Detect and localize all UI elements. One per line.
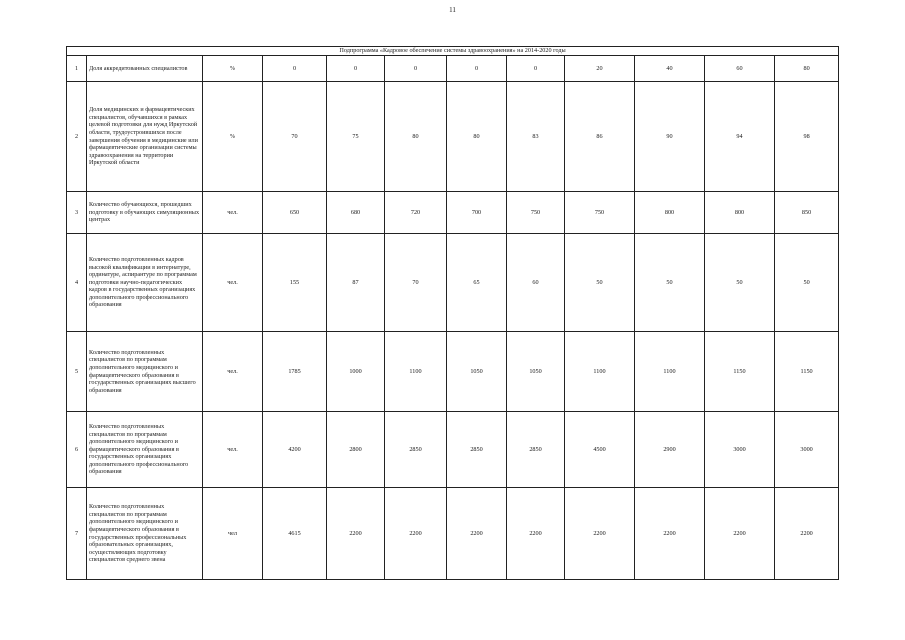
value-cell: 90 — [635, 82, 705, 192]
value-cell: 2850 — [507, 412, 565, 488]
unit-cell: чел. — [203, 412, 263, 488]
value-cell: 65 — [447, 234, 507, 332]
value-cell: 2200 — [327, 488, 385, 580]
value-cell: 87 — [327, 234, 385, 332]
indicator-name: Количество подготовленных специалистов по программам дополнительного медицинского и фармацевтического образования в государственных организациях дополнительного профессионального образования — [87, 412, 203, 488]
value-cell: 1050 — [507, 332, 565, 412]
row-number: 6 — [67, 412, 87, 488]
indicator-name: Количество обучающихся, прошедших подготовку в обучающих симуляционных центрах — [87, 192, 203, 234]
value-cell: 850 — [775, 192, 839, 234]
value-cell: 0 — [327, 56, 385, 82]
unit-cell: % — [203, 56, 263, 82]
value-cell: 70 — [263, 82, 327, 192]
table-row — [67, 56, 839, 82]
unit-cell: % — [203, 82, 263, 192]
value-cell: 2200 — [507, 488, 565, 580]
value-cell: 2200 — [565, 488, 635, 580]
value-cell: 40 — [635, 56, 705, 82]
value-cell: 750 — [507, 192, 565, 234]
value-cell: 60 — [705, 56, 775, 82]
value-cell: 155 — [263, 234, 327, 332]
table-row — [67, 234, 839, 332]
table-row — [67, 192, 839, 234]
subprogram-caption: Подпрограмма «Кадровое обеспечение системы здравоохранения» на 2014-2020 годы — [67, 47, 839, 56]
row-number: 5 — [67, 332, 87, 412]
value-cell: 1100 — [635, 332, 705, 412]
value-cell: 1100 — [565, 332, 635, 412]
value-cell: 94 — [705, 82, 775, 192]
value-cell: 0 — [263, 56, 327, 82]
row-number: 3 — [67, 192, 87, 234]
value-cell: 800 — [635, 192, 705, 234]
row-number: 7 — [67, 488, 87, 580]
unit-cell: чел. — [203, 192, 263, 234]
value-cell: 0 — [507, 56, 565, 82]
value-cell: 0 — [447, 56, 507, 82]
unit-cell: чел — [203, 488, 263, 580]
value-cell: 2850 — [447, 412, 507, 488]
row-number: 2 — [67, 82, 87, 192]
value-cell: 3000 — [775, 412, 839, 488]
unit-cell: чел. — [203, 332, 263, 412]
indicator-name: Количество подготовленных специалистов по программам дополнительного медицинского и фармацевтического образования в государственных профессиональных образовательных организациях, осуществляющих подготовку специалистов среднего звена — [87, 488, 203, 580]
indicator-name: Доля медицинских и фармацевтических специалистов, обучавшихся в рамках целевой подготовки для нужд Иркутской области, трудоустроившихся после завершения обучения в медицинские или фармацевтические организации системы здравоохранения на территории Иркутской области — [87, 82, 203, 192]
indicator-name: Количество подготовленных кадров высокой квалификации в интернатуре, ординатуре, аспирантуре по программам подготовки научно-педагогических кадров в государственных организациях дополнительного профессионального образования — [87, 234, 203, 332]
table-row — [67, 82, 839, 192]
value-cell: 2800 — [327, 412, 385, 488]
page-number: 11 — [449, 6, 456, 14]
row-number: 4 — [67, 234, 87, 332]
value-cell: 1100 — [385, 332, 447, 412]
value-cell: 650 — [263, 192, 327, 234]
value-cell: 3000 — [705, 412, 775, 488]
value-cell: 2200 — [775, 488, 839, 580]
value-cell: 1150 — [775, 332, 839, 412]
value-cell: 50 — [635, 234, 705, 332]
value-cell: 720 — [385, 192, 447, 234]
value-cell: 50 — [565, 234, 635, 332]
value-cell: 1050 — [447, 332, 507, 412]
indicator-name: Доля аккредитованных специалистов — [87, 56, 203, 82]
value-cell: 50 — [775, 234, 839, 332]
value-cell: 2200 — [447, 488, 507, 580]
value-cell: 700 — [447, 192, 507, 234]
value-cell: 86 — [565, 82, 635, 192]
value-cell: 1000 — [327, 332, 385, 412]
table-row — [67, 488, 839, 580]
value-cell: 2200 — [385, 488, 447, 580]
indicators-table — [66, 46, 839, 580]
value-cell: 75 — [327, 82, 385, 192]
value-cell: 2200 — [635, 488, 705, 580]
value-cell: 1785 — [263, 332, 327, 412]
value-cell: 2200 — [705, 488, 775, 580]
table-row — [67, 412, 839, 488]
value-cell: 2900 — [635, 412, 705, 488]
value-cell: 750 — [565, 192, 635, 234]
value-cell: 80 — [447, 82, 507, 192]
value-cell: 80 — [385, 82, 447, 192]
value-cell: 98 — [775, 82, 839, 192]
value-cell: 60 — [507, 234, 565, 332]
indicator-name: Количество подготовленных специалистов по программам дополнительного медицинского и фармацевтического образования в государственных организациях высшего образования — [87, 332, 203, 412]
table-row — [67, 332, 839, 412]
value-cell: 680 — [327, 192, 385, 234]
value-cell: 83 — [507, 82, 565, 192]
value-cell: 4500 — [565, 412, 635, 488]
value-cell: 20 — [565, 56, 635, 82]
value-cell: 0 — [385, 56, 447, 82]
value-cell: 70 — [385, 234, 447, 332]
unit-cell: чел. — [203, 234, 263, 332]
row-number: 1 — [67, 56, 87, 82]
value-cell: 800 — [705, 192, 775, 234]
value-cell: 4200 — [263, 412, 327, 488]
subprogram-caption-row — [67, 47, 839, 56]
value-cell: 80 — [775, 56, 839, 82]
value-cell: 4615 — [263, 488, 327, 580]
value-cell: 1150 — [705, 332, 775, 412]
value-cell: 2850 — [385, 412, 447, 488]
value-cell: 50 — [705, 234, 775, 332]
